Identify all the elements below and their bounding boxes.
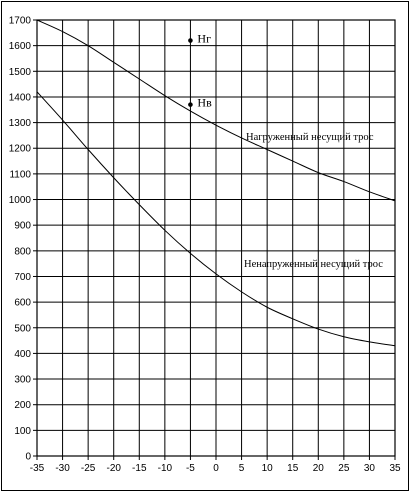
x-tick-label: -5	[185, 463, 195, 474]
y-tick-label: 300	[14, 374, 31, 386]
x-tick-label: 20	[312, 463, 324, 474]
y-tick-label: 1200	[8, 143, 31, 155]
y-tick-label: 1000	[8, 195, 31, 207]
x-tick-label: 35	[389, 463, 401, 474]
marker-label-1: Нг	[197, 31, 212, 46]
y-tick-label: 200	[14, 400, 31, 412]
x-tick-label: -20	[106, 463, 121, 474]
x-tick-label: 30	[363, 463, 375, 474]
y-tick-label: 800	[14, 246, 31, 258]
marker-point-1	[188, 38, 193, 43]
x-tick-label: 15	[287, 463, 299, 474]
x-tick-label: -35	[29, 463, 45, 474]
y-tick-label: 1100	[9, 169, 31, 181]
x-tick-label: -15	[132, 463, 147, 474]
x-tick-label: 25	[338, 463, 350, 474]
x-tick-label: 0	[213, 463, 219, 474]
marker-point-2	[188, 102, 193, 107]
x-tick-label: -25	[80, 463, 96, 474]
y-tick-label: 600	[14, 297, 31, 309]
y-tick-label: 1500	[8, 66, 31, 78]
y-tick-label: 400	[14, 348, 31, 360]
y-tick-label: 1700	[8, 15, 31, 27]
y-tick-label: 1400	[8, 92, 31, 104]
y-tick-label: 700	[14, 271, 31, 283]
x-tick-label: 10	[261, 463, 273, 474]
x-tick-label: 5	[238, 463, 245, 474]
series-annotation-1: Нагруженный несущий трос	[246, 132, 374, 143]
marker-label-2: Нв	[197, 95, 212, 110]
y-tick-label: 900	[14, 220, 31, 232]
y-tick-label: 1600	[8, 41, 31, 53]
y-tick-label: 0	[25, 451, 31, 463]
x-tick-label: -10	[157, 463, 173, 474]
y-tick-label: 1300	[8, 118, 31, 130]
series-annotation-2: Ненапруженный несущий трос	[244, 259, 383, 270]
y-tick-label: 100	[14, 425, 31, 437]
x-tick-label: -30	[55, 463, 70, 474]
y-tick-label: 500	[14, 323, 31, 335]
